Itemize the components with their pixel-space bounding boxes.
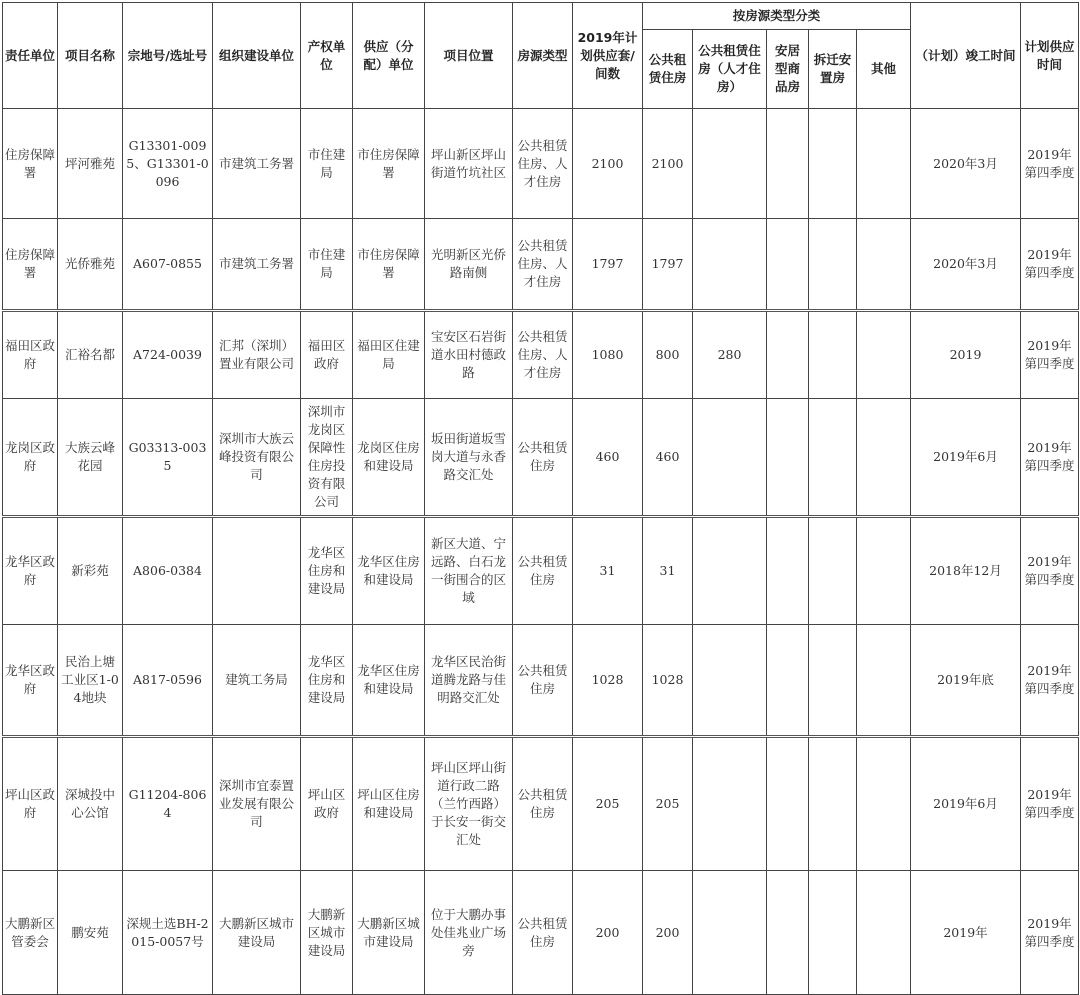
cell-location: 坂田街道坂雪岗大道与永香路交汇处 <box>425 399 513 517</box>
cell-talent <box>693 109 767 219</box>
cell-planned: 200 <box>573 871 643 995</box>
cell-name: 大族云峰花园 <box>58 399 123 517</box>
cell-supply: 大鹏新区城市建设局 <box>353 871 425 995</box>
cell-other <box>857 311 911 399</box>
cell-type: 公共租赁住房、人才住房 <box>513 311 573 399</box>
header-resettle: 拆迁安置房 <box>809 30 857 109</box>
housing-supply-table <box>2 2 1079 995</box>
cell-owner: 市住建局 <box>301 109 353 219</box>
cell-planned: 31 <box>573 517 643 625</box>
header-talent: 公共租赁住房（人才住房） <box>693 30 767 109</box>
header-name: 项目名称 <box>58 3 123 109</box>
table-row <box>3 109 1079 219</box>
cell-land: 深规土选BH-2015-0057号 <box>123 871 213 995</box>
cell-public-rent: 800 <box>643 311 693 399</box>
cell-talent <box>693 625 767 737</box>
cell-name: 新彩苑 <box>58 517 123 625</box>
cell-public-rent: 2100 <box>643 109 693 219</box>
table-row <box>3 311 1079 399</box>
cell-completion: 2020年3月 <box>911 219 1021 311</box>
table-row <box>3 871 1079 995</box>
cell-unit: 住房保障署 <box>3 109 58 219</box>
cell-resettle <box>809 311 857 399</box>
cell-unit: 龙岗区政府 <box>3 399 58 517</box>
cell-supply-time: 2019年第四季度 <box>1021 219 1079 311</box>
cell-other <box>857 625 911 737</box>
cell-org: 建筑工务局 <box>213 625 301 737</box>
table-row <box>3 737 1079 871</box>
cell-talent <box>693 219 767 311</box>
header-planned: 2019年计划供应套/间数 <box>573 3 643 109</box>
cell-location: 龙华区民治街道腾龙路与佳明路交汇处 <box>425 625 513 737</box>
cell-unit: 龙华区政府 <box>3 625 58 737</box>
cell-public-rent: 31 <box>643 517 693 625</box>
cell-talent: 280 <box>693 311 767 399</box>
cell-land: G13301-0095、G13301-0096 <box>123 109 213 219</box>
cell-type: 公共租赁住房 <box>513 399 573 517</box>
cell-resettle <box>809 871 857 995</box>
cell-owner: 深圳市龙岗区保障性住房投资有限公司 <box>301 399 353 517</box>
cell-resettle <box>809 109 857 219</box>
cell-name: 坪河雅苑 <box>58 109 123 219</box>
cell-name: 民治上塘工业区1-04地块 <box>58 625 123 737</box>
table-row <box>3 399 1079 517</box>
cell-name: 鹏安苑 <box>58 871 123 995</box>
cell-talent <box>693 737 767 871</box>
cell-type: 公共租赁住房 <box>513 517 573 625</box>
cell-type: 公共租赁住房 <box>513 871 573 995</box>
cell-public-rent: 1028 <box>643 625 693 737</box>
table-row <box>3 625 1079 737</box>
cell-completion: 2020年3月 <box>911 109 1021 219</box>
cell-type: 公共租赁住房 <box>513 737 573 871</box>
cell-talent <box>693 871 767 995</box>
cell-other <box>857 517 911 625</box>
cell-land: A724-0039 <box>123 311 213 399</box>
cell-other <box>857 737 911 871</box>
cell-location: 光明新区光侨路南侧 <box>425 219 513 311</box>
header-location: 项目位置 <box>425 3 513 109</box>
cell-name: 光侨雅苑 <box>58 219 123 311</box>
cell-resettle <box>809 517 857 625</box>
cell-other <box>857 871 911 995</box>
header-completion: （计划）竣工时间 <box>911 3 1021 109</box>
cell-public-rent: 1797 <box>643 219 693 311</box>
cell-org: 汇邦（深圳）置业有限公司 <box>213 311 301 399</box>
cell-name: 深城投中心公馆 <box>58 737 123 871</box>
cell-land: A806-0384 <box>123 517 213 625</box>
cell-land: G03313-0035 <box>123 399 213 517</box>
cell-type: 公共租赁住房 <box>513 625 573 737</box>
cell-anju <box>767 625 809 737</box>
cell-org: 市建筑工务署 <box>213 219 301 311</box>
cell-planned: 205 <box>573 737 643 871</box>
cell-location: 位于大鹏办事处佳兆业广场旁 <box>425 871 513 995</box>
cell-location: 宝安区石岩街道水田村德政路 <box>425 311 513 399</box>
cell-completion: 2019年6月 <box>911 737 1021 871</box>
cell-owner: 坪山区政府 <box>301 737 353 871</box>
header-supply: 供应（分配）单位 <box>353 3 425 109</box>
cell-resettle <box>809 219 857 311</box>
cell-location: 新区大道、宁远路、白石龙一街围合的区域 <box>425 517 513 625</box>
cell-org <box>213 517 301 625</box>
header-other: 其他 <box>857 30 911 109</box>
header-public-rent: 公共租赁住房 <box>643 30 693 109</box>
header-org: 组织建设单位 <box>213 3 301 109</box>
cell-owner: 龙华区住房和建设局 <box>301 625 353 737</box>
cell-supply-time: 2019年第四季度 <box>1021 871 1079 995</box>
cell-type: 公共租赁住房、人才住房 <box>513 219 573 311</box>
header-category-group: 按房源类型分类 <box>643 3 911 30</box>
cell-supply: 龙华区住房和建设局 <box>353 625 425 737</box>
cell-owner: 市住建局 <box>301 219 353 311</box>
cell-supply-time: 2019年第四季度 <box>1021 625 1079 737</box>
cell-supply: 福田区住建局 <box>353 311 425 399</box>
header-type: 房源类型 <box>513 3 573 109</box>
cell-owner: 龙华区住房和建设局 <box>301 517 353 625</box>
cell-supply-time: 2019年第四季度 <box>1021 311 1079 399</box>
cell-planned: 460 <box>573 399 643 517</box>
cell-completion: 2019 <box>911 311 1021 399</box>
cell-org: 大鹏新区城市建设局 <box>213 871 301 995</box>
cell-supply: 龙岗区住房和建设局 <box>353 399 425 517</box>
cell-other <box>857 399 911 517</box>
cell-planned: 2100 <box>573 109 643 219</box>
header-supply-time: 计划供应时间 <box>1021 3 1079 109</box>
cell-anju <box>767 517 809 625</box>
cell-supply: 坪山区住房和建设局 <box>353 737 425 871</box>
cell-completion: 2019年6月 <box>911 399 1021 517</box>
cell-supply-time: 2019年第四季度 <box>1021 399 1079 517</box>
cell-supply: 龙华区住房和建设局 <box>353 517 425 625</box>
cell-location: 坪山新区坪山街道竹坑社区 <box>425 109 513 219</box>
cell-unit: 大鹏新区管委会 <box>3 871 58 995</box>
cell-unit: 龙华区政府 <box>3 517 58 625</box>
cell-planned: 1797 <box>573 219 643 311</box>
cell-supply-time: 2019年第四季度 <box>1021 737 1079 871</box>
cell-other <box>857 219 911 311</box>
cell-org: 市建筑工务署 <box>213 109 301 219</box>
table-row <box>3 219 1079 311</box>
table-body <box>3 109 1079 995</box>
cell-completion: 2019年 <box>911 871 1021 995</box>
cell-location: 坪山区坪山街道行政二路（兰竹西路）于长安一街交汇处 <box>425 737 513 871</box>
header-land: 宗地号/选址号 <box>123 3 213 109</box>
header-owner: 产权单位 <box>301 3 353 109</box>
cell-org: 深圳市大族云峰投资有限公司 <box>213 399 301 517</box>
cell-supply: 市住房保障署 <box>353 109 425 219</box>
cell-resettle <box>809 737 857 871</box>
cell-resettle <box>809 625 857 737</box>
cell-public-rent: 460 <box>643 399 693 517</box>
cell-anju <box>767 737 809 871</box>
cell-unit: 住房保障署 <box>3 219 58 311</box>
cell-talent <box>693 399 767 517</box>
cell-planned: 1028 <box>573 625 643 737</box>
cell-land: A817-0596 <box>123 625 213 737</box>
cell-public-rent: 200 <box>643 871 693 995</box>
cell-public-rent: 205 <box>643 737 693 871</box>
cell-owner: 大鹏新区城市建设局 <box>301 871 353 995</box>
cell-org: 深圳市宜泰置业发展有限公司 <box>213 737 301 871</box>
table-row <box>3 517 1079 625</box>
cell-type: 公共租赁住房、人才住房 <box>513 109 573 219</box>
cell-other <box>857 109 911 219</box>
cell-anju <box>767 109 809 219</box>
cell-unit: 福田区政府 <box>3 311 58 399</box>
cell-supply-time: 2019年第四季度 <box>1021 517 1079 625</box>
cell-name: 汇裕名都 <box>58 311 123 399</box>
cell-anju <box>767 871 809 995</box>
cell-supply-time: 2019年第四季度 <box>1021 109 1079 219</box>
cell-anju <box>767 311 809 399</box>
header-anju: 安居型商品房 <box>767 30 809 109</box>
cell-talent <box>693 517 767 625</box>
header-unit: 责任单位 <box>3 3 58 109</box>
cell-land: G11204-8064 <box>123 737 213 871</box>
cell-anju <box>767 399 809 517</box>
cell-owner: 福田区政府 <box>301 311 353 399</box>
cell-unit: 坪山区政府 <box>3 737 58 871</box>
cell-planned: 1080 <box>573 311 643 399</box>
cell-anju <box>767 219 809 311</box>
cell-supply: 市住房保障署 <box>353 219 425 311</box>
cell-completion: 2019年底 <box>911 625 1021 737</box>
cell-resettle <box>809 399 857 517</box>
cell-land: A607-0855 <box>123 219 213 311</box>
cell-completion: 2018年12月 <box>911 517 1021 625</box>
